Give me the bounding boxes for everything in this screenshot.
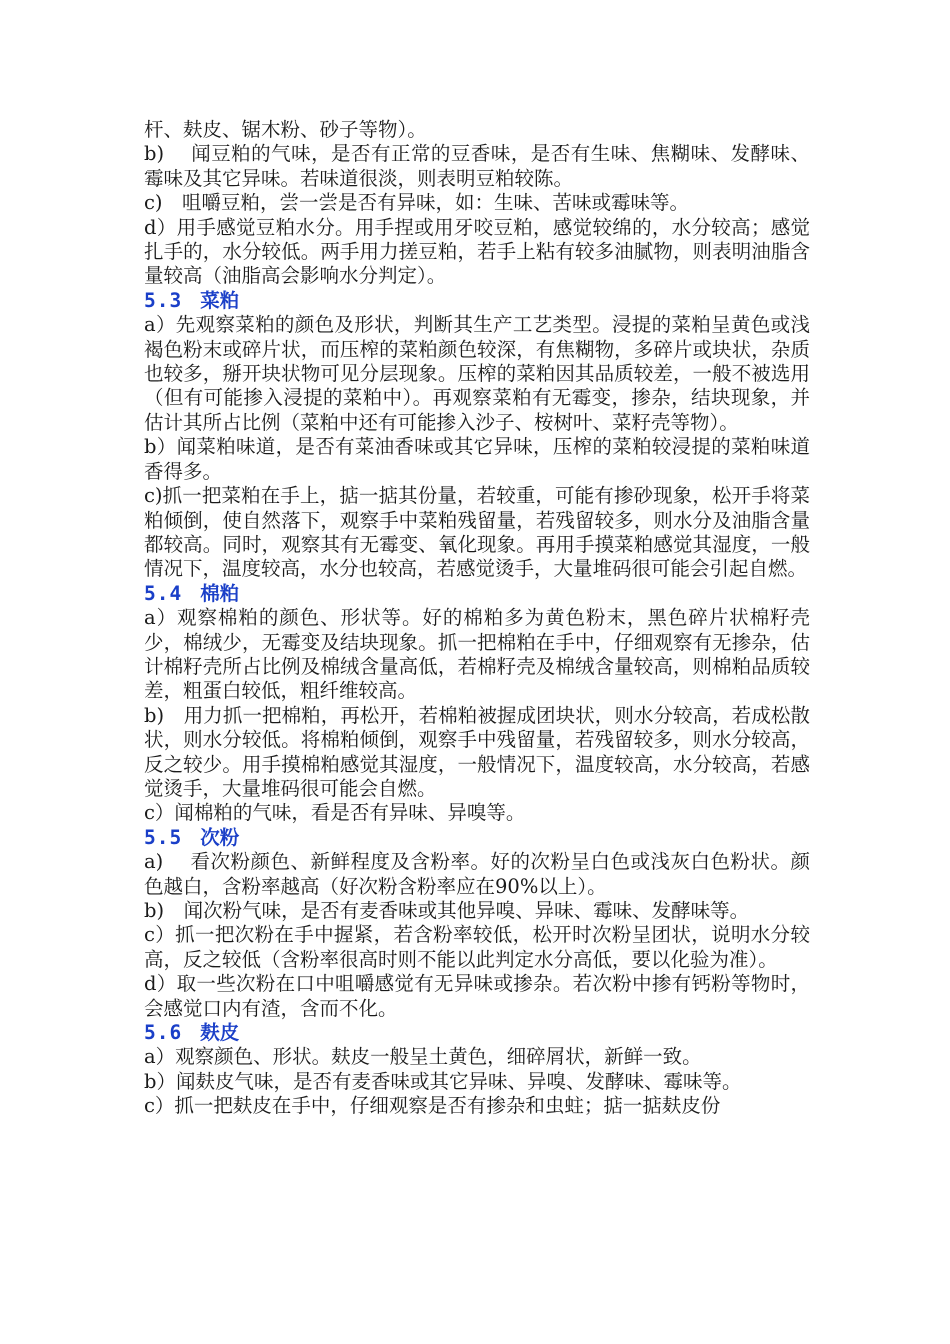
- section-5-4: [144, 582, 810, 826]
- paragraph: d）用手感觉豆粕水分。用手捏或用牙咬豆粕，感觉较绵的，水分较高；感觉扎手的，水分较低。两手用力搓豆粕，若手上粘有较多油腻物，则表明油脂含量较高（油脂高会影响水分判定）。: [144, 215, 810, 288]
- paragraph: c）闻棉粕的气味，看是否有异味、异嗅等。: [144, 801, 526, 825]
- paragraph: c)抓一把菜粕在手上，掂一掂其份量，若较重，可能有掺砂现象，松开手将菜粕倾倒，使自然落下，观察手中菜粕残留量，若残留较多，则水分及油脂含量都较高。同时，观察其有无霉变、氧化现象。再用手摸菜粕感觉其湿度，一般情况下，温度较高，水分也较高，若感觉烫手，大量堆码很可能会引起自燃。: [144, 484, 810, 581]
- section-title: 棉粕: [200, 581, 240, 605]
- section-heading: [144, 1021, 810, 1045]
- section-5-6: [144, 1021, 810, 1119]
- paragraph: d）取一些次粉在口中咀嚼感觉有无异味或掺杂。若次粉中掺有钙粉等物时，会感觉口内有渣，含而不化。: [144, 972, 810, 1020]
- paragraph: b）闻麸皮气味，是否有麦香味或其它异味、异嗅、发酵味、霉味等。: [144, 1069, 742, 1093]
- paragraph: b) 闻次粉气味，是否有麦香味或其他异嗅、异味、霉味、发酵味等。: [144, 899, 750, 922]
- section-5-2-tail: [144, 118, 810, 289]
- section-heading: [144, 289, 810, 313]
- section-number: 5.4: [144, 581, 183, 605]
- paragraph: c）抓一把次粉在手中握紧，若含粉率较低，松开时次粉呈团状，说明水分较高，反之较低（含粉率很高时则不能以此判定水分高低，要以化验为准）。: [144, 923, 810, 971]
- section-title: 次粉: [200, 825, 240, 849]
- paragraph: b) 用力抓一把棉粕，再松开，若棉粕被握成团块状，则水分较高，若成松散状，则水分较低。将棉粕倾倒，观察手中残留量，若残留较多，则水分较高，反之较少。用手摸棉粕感觉其湿度，一般情况下，温度较高，水分较高，若感觉烫手，大量堆码很可能会自燃。: [144, 703, 810, 800]
- paragraph: c) 咀嚼豆粕，尝一尝是否有异味，如：生味、苦味或霉味等。: [144, 191, 690, 215]
- paragraph: a）观察棉粕的颜色、形状等。好的棉粕多为黄色粉末，黑色碎片状棉籽壳少，棉绒少，无霉变及结块现象。抓一把棉粕在手中，仔细观察有无掺杂，估计棉籽壳所占比例及棉绒含量高低，若棉籽壳及棉绒含量较高，则棉粕品质较差，粗蛋白较低，粗纤维较高。: [144, 606, 810, 703]
- section-number: 5.3: [144, 288, 183, 312]
- section-5-3: [144, 289, 810, 582]
- paragraph: a）先观察菜粕的颜色及形状，判断其生产工艺类型。浸提的菜粕呈黄色或浅褐色粉末或碎片状，而压榨的菜粕颜色较深，有焦糊物，多碎片或块状，杂质也较多，掰开块状物可见分层现象。压榨的菜粕因其品质较差，一般不被选用（但有可能掺入浸提的菜粕中）。再观察菜粕有无霉变，掺杂，结块现象，并估计其所占比例（菜粕中还有可能掺入沙子、桉树叶、菜籽壳等物）。: [144, 313, 810, 434]
- section-title: 麸皮: [200, 1021, 240, 1045]
- section-number: 5.5: [144, 825, 183, 849]
- section-title: 菜粕: [200, 288, 240, 312]
- document-page: [144, 118, 810, 1119]
- section-heading: [144, 826, 810, 850]
- paragraph: 杆、麸皮、锯木粉、砂子等物）。: [144, 118, 427, 141]
- paragraph: a) 看次粉颜色、新鲜程度及含粉率。好的次粉呈白色或浅灰白色粉状。颜色越白，含粉率越高（好次粉含粉率应在90%以上）。: [144, 850, 810, 898]
- section-5-5: [144, 826, 810, 1021]
- paragraph: b) 闻豆粕的气味，是否有正常的豆香味，是否有生味、焦糊味、发酵味、霉味及其它异味。若味道很淡，则表明豆粕较陈。: [144, 142, 810, 190]
- section-number: 5.6: [144, 1021, 183, 1045]
- paragraph: b）闻菜粕味道，是否有菜油香味或其它异味，压榨的菜粕较浸提的菜粕味道香得多。: [144, 435, 810, 483]
- paragraph: c）抓一把麸皮在手中，仔细观察是否有掺杂和虫蛀；掂一掂麸皮份: [144, 1094, 721, 1118]
- paragraph: a）观察颜色、形状。麸皮一般呈土黄色，细碎屑状，新鲜一致。: [144, 1045, 702, 1069]
- section-heading: [144, 582, 810, 606]
